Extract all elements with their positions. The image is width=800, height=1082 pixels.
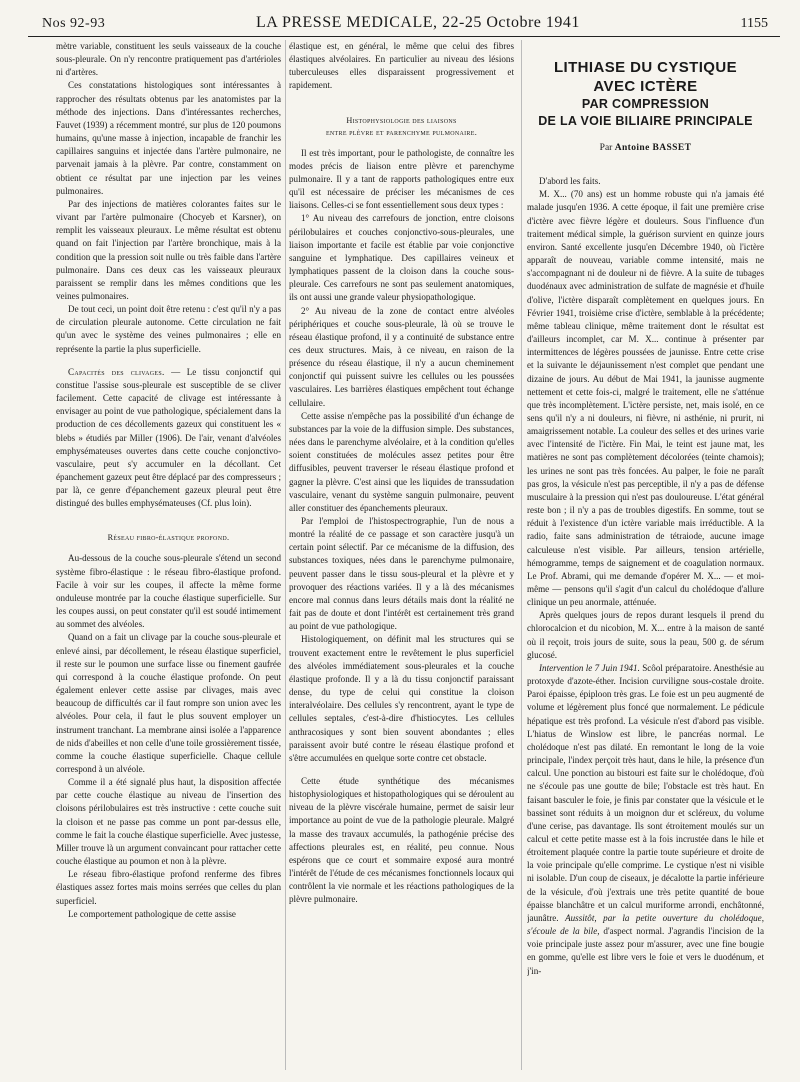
author-byline: Par Antoine BASSET [599,143,692,153]
paragraph: Capacités des clivages. — Le tissu conjonctif qui constitue l'assise sous-pleurale est susceptible de se cliver facilement. Cette capacité de clivage est intéressante à envisager au point de vue pathologique, spécialement dans la production de ces décollements gazeux qui constituent les « blebs » étudiés par Miller (1906). De l'air, venant d'alvéoles emphysémateuses ouvertes dans cette couche conjonctivo-vasculaire, peut s'y accumuler en la décollant. Cet épanchement gazeux peut être déplacé par des compresseurs ; par là, ce genre d'épanchement gazeux pleural peut être distingué des bulles emphysémateuses (Cf. plus loin). [56,366,281,509]
paragraph: D'abord les faits. [539,176,601,187]
paragraph: Le comportement pathologique de cette assise [68,908,236,919]
section-heading: Histophysiologie des liaisons entre plèvre et parenchyme pulmonaire. [325,115,478,137]
paragraph: 1° Au niveau des carrefours de jonction, entre cloisons périlobulaires et couches conjonctivo-sous-pleurales, une liaison importante et facile est établie par voie conjonctive sanguine et lymphatique. Des capillaires veineux et lymphatiques passent de la cloison dans la couche sous-pleurale. Ces carrefours ne sont pas seulement anatomiques, ils ont aussi une grande valeur physiopathologique. [289,213,514,303]
paragraph: Cette assise n'empêche pas la possibilité d'un échange de substances par la voie de la diffusion simple. Des substances, nées dans le parenchyme alvéolaire, et à la condition qu'elles soient constituées de molécules assez petites pour être diffusibles, peuvent traverser le réseau élastique profond et gagner la plèvre. C'est ainsi que les liquides de transsudation vasculaire, venant du système sanguin pulmonaire, peuvent aller constituer des épanchements pleuraux. [289,410,514,513]
paragraph: Quand on a fait un clivage par la couche sous-pleurale et enlevé ainsi, par décollement, le réseau élastique superficiel, il reste sur le poumon une surface lisse ou finement gaufrée qui correspond à la couche élastique profonde. On peut également enlever cette assise par clivages, mais avec beaucoup de difficultés car il faut rompre son union avec les alvéoles. Pour cela, il faut le plus souvent employer un instrument tranchant. La membrane ainsi isolée a l'apparence de nids d'abeilles et non celle d'une toile grossièrement tissée, comme la couche élastique superficielle. Chaque cellule correspond à un alvéole. [56,632,281,774]
section-heading: Réseau fibro-élastique profond. [107,533,230,543]
paragraph: Le réseau fibro-élastique profond renferme des fibres élastiques assez fortes mais moins serrées que celles du plan superficiel. [56,869,281,906]
column-3 [527,40,764,1070]
column-1 [56,40,281,1070]
paragraph: Comme il a été signalé plus haut, la disposition affectée par cette couche élastique au niveau de l'insertion des cloisons périlobulaires est très instructive : cette couche suit la cloison et ne passe pas comme un pont par-dessus elle, comme le fait la couche élastique superficielle. Avec justesse, Miller trouve là un argument convaincant pour rattacher cette couche élastique au poumon et non à la plèvre. [56,777,281,867]
paragraph: Au-dessous de la couche sous-pleurale s'étend un second système fibro-élastique : le réseau fibro-élastique profond. Facile à voir sur les coupes, il affecte la même forme onduleuse montrée par la couche élastique superficielle. Sur les coupes aussi, on peut constater qu'il est soudé intimement au sommet des alvéoles. [56,553,281,630]
run-in-heading: Capacités des clivages. [68,366,165,377]
issue-number: Nos 92-93 [42,16,106,31]
paragraph: Par des injections de matières colorantes faites sur le vivant par l'artère pulmonaire (Chocyeb et Karsner), on remplit les vaisseaux pleuraux. Le même résultat est obtenu quand on fait l'injection par l'artère bronchique, mais à la condition que la pression soit nulle ou très faible dans l'artère pulmonaire. Dans ces deux cas les vaisseaux pleuraux paraissent se remplir dans les mêmes conditions que les veines pulmonaires. [56,198,281,301]
paragraph: mètre variable, constituent les seuls vaisseaux de la couche sous-pleurale. On n'y rencontre pratiquement pas d'artérioles ni d'artères. [56,41,281,78]
article-title: LITHIASE DU CYSTIQUE AVEC ICTÈRE PAR COMPRESSION DE LA VOIE BILIAIRE PRINCIPALE [538,59,753,128]
page-number: 1155 [740,16,768,31]
journal-title: LA PRESSE MEDICALE, 22-25 Octobre 1941 [256,14,580,31]
paragraph: Après quelques jours de repos durant lesquels il prend du chlorocalcion et du nicobion, M. X... entre à la maison de santé où il reçoit, trois jours de suite, sous la peau, 500 g. de sérum glucosé. [527,610,764,660]
paragraph: Cette étude synthétique des mécanismes histophysiologiques et histopathologiques qui se déroulent au niveau de la plèvre viscérale humaine, permet de saisir leur importance au point de vue de la pathologie pleurale. Malgré la masse des travaux accumulés, la pathogénie précise des affections pleurales est, en réalité, peu connue. Nous espérons que ce court et sommaire exposé aura montré l'intérêt de l'étude de ces mécanismes fonctionnels locaux qui contrôlent la vie normale et les réactions pathologiques de la plèvre pulmonaire. [289,775,514,905]
paragraph: Par l'emploi de l'histospectrographie, l'un de nous a montré la réalité de ce passage et son caractère jusqu'à un certain point sélectif. Par ce mécanisme de la diffusion, des substances toxiques, nées dans le parenchyme pulmonaire, peuvent passer dans le tissu sous-pleural et la plèvre et y provoquer des réactions variées. Il y a là des mécanismes encore mal connus dans leurs détails mais dont la réalité ne fait pas de doute et dont l'intérêt est certainement très grand au point de vue pathologique. [289,516,514,632]
paragraph: Histologiquement, on définit mal les structures qui se trouvent exactement entre le revêtement le plus superficiel des alvéoles immédiatement sous-pleurales et la couche élastique profonde. Il y a là du tissu conjonctif paraissant dense, du type de celui qui constitue la cloison interalvéolaire. Des cellules s'y rencontrent, ayant le type de cellules septales, c'est-à-dire d'histiocytes. Les cellules anthracosiques y sont bien souvent abondantes ; elles paraissent avoir buté contre le réseau élastique profond et s'être accumulées en quelque sorte contre cet obstacle. [289,634,514,763]
header-rule [28,36,780,37]
paragraph: M. X... (70 ans) est un homme robuste qui n'a jamais été malade jusqu'en 1936. A cette époque, il fait une première crise d'ictère avec fièvre légère et douleurs. Sous l'influence d'un traitement médical simple, la guérison survient en quinze jours environ. Santé excellente jusqu'en Décembre 1940, où l'ictère apparaît de nouveau, variable comme intensité, mais ne s'accompagnant ni de douleur ni de fièvre. A la suite de tubages duodénaux avec administration de sulfate de magnésie et d'huile d'olive, l'ictère disparaît complètement en quelques jours. En Février 1941, troisième crise d'ictère, semblable à la précédente; même tableau clinique, même traitement dont le résultat est d'ailleurs incomplet, car M. X... continue à présenter par intermittences de légères poussées de jaunisse. Entre cette crise et la suivante le déjaunissement n'est complet que pendant une dizaine de jours. Au début de Mai 1941, la jaunisse augmente nettement et cette fois-ci, malgré le traitement, elle ne s'atténue que très incomplètement. L'ictère persiste, net, mais isolé, en ce sens qu'il n'y a ni douleurs, ni fièvre, ni asthénie, ni prurit, ni amaigrissement notable. La couleur des selles et des urines varie avec l'intensité de l'ictère. Fin Mai, le teint est jaune mat, les matières ne sont pas complètement décolorées (teinte chamois); les urines ne sont pas très foncées. Au palper, le foie ne paraît pas gros, la vésicule n'est pas perceptible, il n'y a pas de défense musculaire à la pression qui n'est pas douloureuse. L'état général reste bon ; il n'y a pas de troubles digestifs. En somme, tout se réduit à l'existence d'un ictère variable mais irréductible. A la radio, faite sans administration de tétraiode, aucune image calculeuse n'est visible. Par ailleurs, tension artérielle, hémogramme, temps de saignement et de coagulation normaux. Le Prof. Abrami, qui me demande d'opérer M. X... — et moi-même — pensons qu'il s'agit d'un calcul du cholédoque d'allure clinique un peu anormale, atténuée. [527,189,764,608]
column-divider-2 [521,40,522,1070]
paragraph: 2° Au niveau de la zone de contact entre alvéoles périphériques et couche sous-pleurale, là où se trouve le réseau élastique profond, il y a continuité de substance entre ces deux structures. Mais, à ce niveau, en raison de la présence du réseau élastique, il n'y a aucun cheminement conjonctif qui puissent suivre les cellules ou les poussées vasculaires. Les barrières élastiques empêchent tout échange cellulaire. [289,305,514,408]
author-name: Antoine BASSET [614,143,692,153]
paragraph: Ces constatations histologiques sont intéressantes à rapprocher des résultats obtenus par les anatomistes par la méthode des injections. Dans d'intéressantes recherches, Fauvet (1939) a récemment montré, sur plus de 120 poumons humains, qu'une masse à injection, incapable de franchir les capillaires sanguins et injectée dans l'artère pulmonaire, ne parvenait jamais à la plèvre. Par contre, constamment on obtient ce résultat par une injection par les veines pulmonaires. [56,80,281,196]
italic-lead: Intervention le 7 Juin 1941. [539,662,640,673]
paragraph: Il est très important, pour le pathologiste, de connaître les modes précis de liaison entre plèvre et parenchyme pulmonaire. Il y a tant de rapports pathologiques entre eux qu'il est nécessaire de préciser les mécanismes de ces liaisons. Celles-ci se font essentiellement sous deux types : [289,147,514,211]
paragraph: Intervention le 7 Juin 1941. Scôol préparatoire. Anesthésie au protoxyde d'azote-éther. Incision curviligne sous-costale droite. Paroi épaisse, épiploon très gras. Le foie est un peu augmenté de volume et légèrement plus foncé que normalement. Le pédicule hépatique est très profond. La vésicule n'est d'abord pas visible. L'hiatus de Winslow est libre, le pancréas normal. Le cholédoque n'est pas dilaté. En remontant le long de la voie principale, l'index perçoit très haut, dans le hile, la présence d'un calcul. Une ponction au bistouri est faite sur le cholédoque, d'où ne s'écoule pas une goutte de bile; l'obstacle est très haut. En faisant basculer le foie, je finis par constater que la vésicule et le bassinet sont réduits à un moignon dur et scléreux, du volume d'une cerise, pas davantage. Ils sont étroitement moulés sur un calcul et cette petite masse est à la fois incrustée dans le hile et étroitement plaquée contre la partie toute supérieure et droite de la voie principale qu'elle comprime. Le cystique n'est ni visible ni isolable. D'un coup de ciseaux, je décalotte la partie inférieure de la vésicule, d'où j'extrais une très petite quantité de boue épaisse blanchâtre et un calcul muriforme arrondi, enchâtonné, jaunâtre. Aussitôt, par la petite ouverture du cholédoque, s'écoule de la bile, d'aspect normal. J'agrandis l'incision de la voie principale juste assez pour m'assurer, avec une fine bougie en gomme, qu'elle est libre vers le foie et vers le duodénum, et j'in- [527,662,764,976]
paragraph: De tout ceci, un point doit être retenu : c'est qu'il n'y a pas de circulation pleurale autonome. Cette circulation ne fait qu'un avec le système des veines pulmonaires ; elle en représente la partie la plus superficielle. [56,304,281,354]
paragraph: élastique est, en général, le même que celui des fibres élastiques alvéolaires. En particulier au niveau des lésions tuberculeuses elles disparaissent progressivement et rapidement. [289,41,514,91]
column-divider-1 [285,40,286,1070]
column-2 [289,40,514,1070]
